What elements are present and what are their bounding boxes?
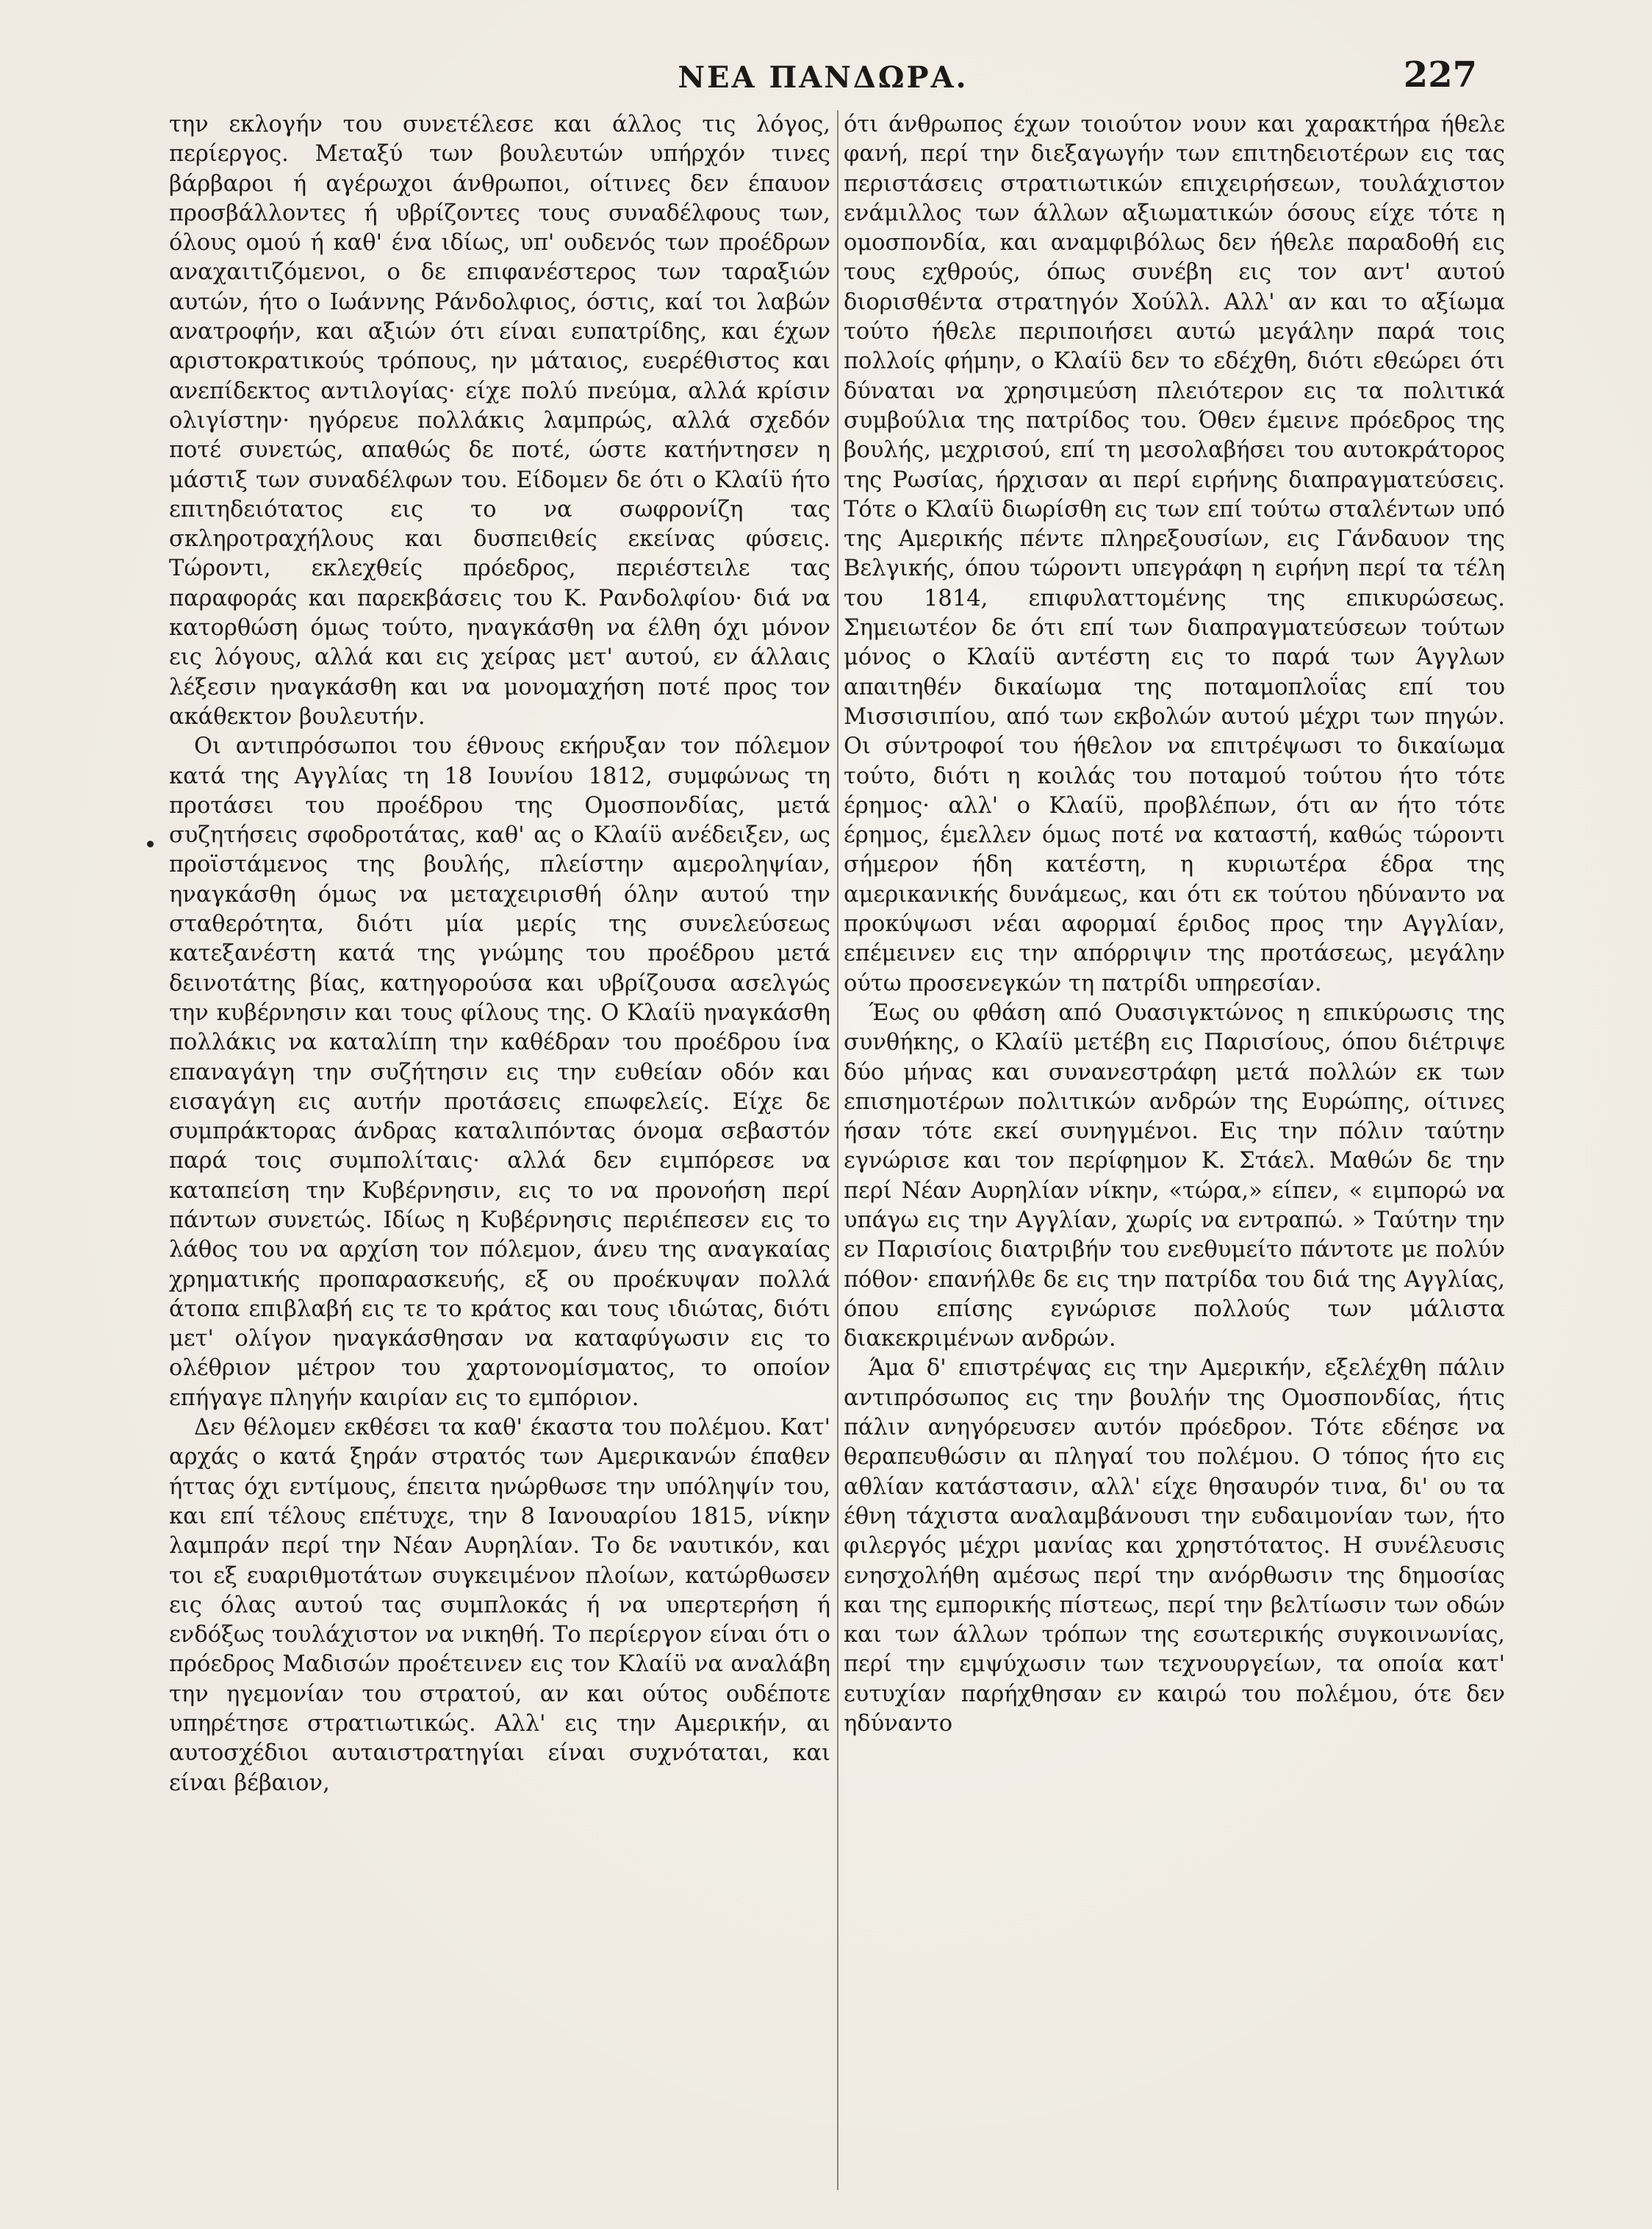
paragraph: ότι άνθρωπος έχων τοιούτον νουν και χαρακτήρα ήθελε φανή, περί την διεξαγωγήν των επιτηδειοτέρων εις τας περιστάσεις στρατιωτικών επιχειρήσεων, τουλάχιστον ενάμιλλος των άλλων αξιωματικών όσους είχε τότε η ομοσπονδία, και αναμφιβόλως δεν ήθελε παραδοθή εις τους εχθρούς, όπως συνέβη εις τον αντ' αυτού διορισθέντα στρατηγόν Χούλλ. Αλλ' αν και το αξίωμα τούτο ήθελε περιποιήσει αυτώ μεγάλην παρά τοις πολλοίς φήμην, ο Κλαίϋ δεν το εδέχθη, διότι εθεώρει ότι δύναται να χρησιμεύση πλειότερον εις τα πολιτικά συμβούλια της πατρίδος του. Όθεν έμεινε πρόεδρος της βουλής, μεχρισού, επί τη μεσολαβήσει του αυτοκράτορος της Ρωσίας, ήρχισαν αι περί ειρήνης διαπραγματεύσεις. Τότε ο Κλαίϋ διωρίσθη εις των επί τούτω σταλέντων υπό της Αμερικής πέντε πληρεξουσίων, εις Γάνδαυον της Βελγικής, όπου τώροντι υπεγράφη η ειρήνη περί τα τέλη του 1814, επιφυλαττομένης της επικυρώσεως. Σημειωτέον δε ότι επί των διαπραγματεύσεων τούτων μόνος ο Κλαίϋ αντέστη εις το παρά των Άγγλων απαιτηθέν δικαίωμα της ποταμοπλοΐας επί του Μισσισιπίου, από των εκβολών αυτού μέχρι των πηγών. Οι σύντροφοί του ήθελον να επιτρέψωσι το δικαίωμα τούτο, διότι η κοιλάς του ποταμού τούτου ήτο τότε έρημος· αλλ' ο Κλαίϋ, προβλέπων, ότι αν ήτο τότε έρημος, έμελλεν όμως ποτέ να καταστή, καθώς τώροντι σήμερον ήδη κατέστη, η κυριωτέρα έδρα της αμερικανικής δυνάμεως, και ότι εκ τούτου ηδύναντο να προκύψωσι νέαι αφορμαί έριδος προς την Αγγλίαν, επέμεινεν εις την απόρριψιν της προτάσεως, μεγάλην ούτω προσενεγκών τη πατρίδι υπηρεσίαν. bbox=[844, 112, 1505, 997]
running-head bbox=[169, 51, 1477, 103]
margin-ink-dot bbox=[147, 841, 154, 847]
paragraph: Δεν θέλομεν εκθέσει τα καθ' έκαστα του πολέμου. Κατ' αρχάς ο κατά ξηράν στρατός των Αμερικανών έπαθεν ήττας όχι εντίμους, έπειτα ηνώρθωσε την υπόληψίν του, και επί τέλους επέτυχε, την 8 Ιανουαρίου 1815, νίκην λαμπράν περί την Νέαν Αυρηλίαν. Το δε ναυτικόν, και τοι εξ ευαριθμοτάτων συγκειμένον πλοίων, κατώρθωσεν εις όλας αυτού τας συμπλοκάς ή να υπερτερήση ή ενδόξως τουλάχιστον να νικηθή. Το περίεργον είναι ότι ο πρόεδρος Μαδισών προέτεινεν εις τον Κλαίϋ να αναλάβη την ηγεμονίαν του στρατού, αν και ούτος ουδέποτε υπηρέτησε στρατιωτικώς. Αλλ' εις την Αμερικήν, αι αυτοσχέδιοι αυταιστρατηγίαι είναι συχνόταται, και είναι βέβαιον, bbox=[169, 1415, 830, 1796]
paragraph: την εκλογήν του συνετέλεσε και άλλος τις λόγος, περίεργος. Μεταξύ των βουλευτών υπήρχόν τινες βάρβαροι ή αγέρωχοι άνθρωποι, οίτινες δεν έπαυον προσβάλλοντες ή υβρίζοντες τους συναδέλφους των, όλους ομού ή καθ' ένα ιδίως, υπ' ουδενός των προέδρων αναχαιτιζόμενοι, ο δε επιφανέστερος των ταραξιών αυτών, ήτο ο Ιωάννης Ράνδολφιος, όστις, καί τοι λαβών ανατροφήν, και αξιών ότι είναι ευπατρίδης, και έχων αριστοκρατικούς τρόπους, ην μάταιος, ευερέθιστος και ανεπίδεκτος αντιλογίας· είχε πολύ πνεύμα, αλλά κρίσιν ολιγίστην· ηγόρευε πολλάκις λαμπρώς, αλλά σχεδόν ποτέ συνετώς, απαθώς δε ποτέ, ώστε κατήντησεν η μάστιξ των συναδέλφων του. Είδομεν δε ότι ο Κλαίϋ ήτο επιτηδειότατος εις το να σωφρονίζη τας σκληροτραχήλους και δυσπειθείς εκείνας φύσεις. Τώροντι, εκλεχθείς πρόεδρος, περιέστειλε τας παραφοράς και παρεκβάσεις του Κ. Ρανδολφίου· διά να κατορθώση όμως τούτο, ηναγκάσθη να έλθη όχι μόνον εις λόγους, αλλά και εις χείρας μετ' αυτού, εν άλλαις λέξεσιν ηναγκάσθη και να μονομαχήση ποτέ προς τον ακάθεκτον βουλευτήν. bbox=[169, 112, 830, 730]
right-column bbox=[844, 110, 1505, 2190]
paragraph: Οι αντιπρόσωποι του έθνους εκήρυξαν τον πόλεμον κατά της Αγγλίας τη 18 Ιουνίου 1812, συμφώνως τη προτάσει του προέδρου της Ομοσπονδίας, μετά συζητήσεις σφοδροτάτας, καθ' ας ο Κλαίϋ ανέδειξεν, ως προϊστάμενος της βουλής, πλείστην αμεροληψίαν, ηναγκάσθη όμως να μεταχειρισθή όλην αυτού την σταθερότητα, διότι μία μερίς της συνελεύσεως κατεξανέστη κατά της γνώμης του προέδρου μετά δεινοτάτης βίας, κατηγορούσα και υβρίζουσα ασελγώς την κυβέρνησιν και τους φίλους της. Ο Κλαίϋ ηναγκάσθη πολλάκις να καταλίπη την καθέδραν του προέδρου ίνα επαναγάγη την συζήτησιν εις την ευθείαν οδόν και εισαγάγη εις αυτήν προτάσεις επωφελείς. Είχε δε συμπράκτορας άνδρας καταλιπόντας όνομα σεβαστόν παρά τοις συμπολίταις· αλλά δεν ειμπόρεσε να καταπείση την Κυβέρνησιν, εις το να προνοήση περί πάντων συνετώς. Ιδίως η Κυβέρνησις περιέπεσεν εις το λάθος του να αρχίση τον πόλεμον, άνευ της αναγκαίας χρηματικής προπαρασκευής, εξ ου προέκυψαν πολλά άτοπα επιβλαβή εις τε το κράτος και τους ιδιώτας, διότι μετ' ολίγον ηναγκάσθησαν να καταφύγωσιν εις το ολέθριον μέτρον του χαρτονομίσματος, το οποίον επήγαγε πληγήν καιρίαν εις το εμπόριον. bbox=[169, 733, 830, 1411]
column-divider bbox=[837, 110, 838, 2190]
page-number: 227 bbox=[1403, 54, 1477, 96]
paragraph: Έως ου φθάση από Ουασιγκτώνος η επικύρωσις της συνθήκης, ο Κλαίϋ μετέβη εις Παρισίους, όπου διέτριψε δύο μήνας και συνανεστράφη μετά πολλών εκ των επισημοτέρων πολιτικών ανδρών της Ευρώπης, οίτινες ήσαν τότε εκεί συνηγμένοι. Εις την πόλιν ταύτην εγνώρισε και τον περίφημον Κ. Στάελ. Μαθών δε την περί Νέαν Αυρηλίαν νίκην, «τώρα,» είπεν, « ειμπορώ να υπάγω εις την Αγγλίαν, χωρίς να εντραπώ. » Ταύτην την εν Παρισίοις διατριβήν του ενεθυμείτο πάντοτε με πολύν πόθον· επανήλθε δε εις την πατρίδα του διά της Αγγλίας, όπου επίσης εγνώρισε πολλούς των μάλιστα διακεκριμένων ανδρών. bbox=[844, 999, 1505, 1352]
journal-title: ΝΕΑ ΠΑΝΔΩΡΑ. bbox=[678, 60, 969, 95]
left-column bbox=[169, 110, 830, 2190]
paragraph: Άμα δ' επιστρέψας εις την Αμερικήν, εξελέχθη πάλιν αντιπρόσωπος εις την βουλήν της Ομοσπονδίας, ήτις πάλιν ανηγόρευσεν αυτόν πρόεδρον. Τότε εδέησε να θεραπευθώσιν αι πληγαί του πολέμου. Ο τόπος ήτο εις αθλίαν κατάστασιν, αλλ' είχε θησαυρόν τινα, δι' ου τα έθνη τάχιστα αναλαμβάνουσι την ευδαιμονίαν των, ήτο φιλεργός μέχρι μανίας και χρηστότατος. Η συνέλευσις ενησχολήθη αμέσως περί την ανόρθωσιν της δημοσίας και της εμπορικής πίστεως, περί την βελτίωσιν των οδών και των άλλων τρόπων της εσωτερικής συγκοινωνίας, περί την εμψύχωσιν των τεχνουργείων, τα οποία κατ' ευτυχίαν παρήχθησαν εν καιρώ του πολέμου, ότε δεν ηδύναντο bbox=[844, 1355, 1505, 1737]
